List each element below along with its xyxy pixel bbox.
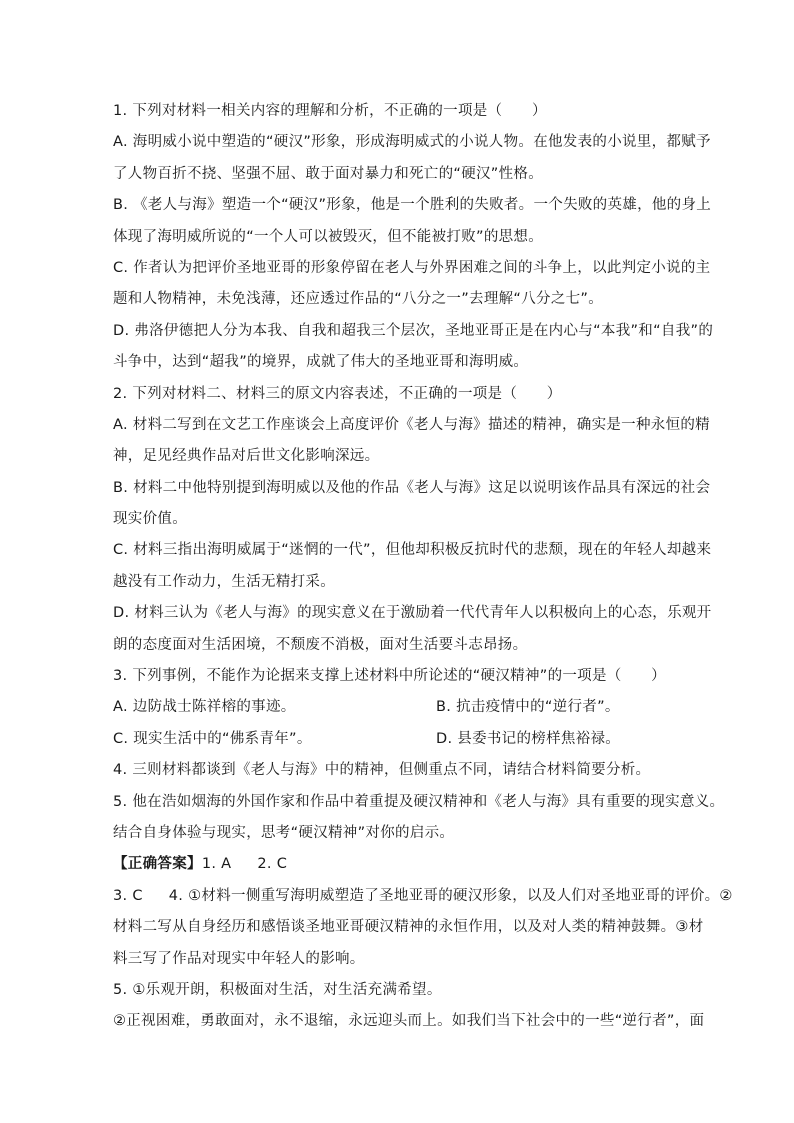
question-3-option-d: D. 县委书记的榜样焦裕禄。 [436,730,621,747]
question-2-option-d-cont: 朗的态度面对生活困境，不颓废不消极，面对生活要斗志昂扬。 [113,636,528,653]
question-1-option-b-cont: 体现了海明威所说的“一个人可以被毁灭，但不能被打败”的思想。 [113,228,544,245]
answer-5-line-2: ②正视困难，勇敢面对，永不退缩，永远迎头而上。如我们当下社会中的一些“逆行者”，面 [113,1013,705,1030]
answer-4-line-1: 4. ①材料一侧重写海明威塑造了圣地亚哥的硬汉形象，以及人们对圣地亚哥的评价。② [168,887,733,904]
question-1-option-d: D. 弗洛伊德把人分为本我、自我和超我三个层次，圣地亚哥正是在内心与“本我”和“自我”的 [113,322,714,339]
answer-line-2 [113,881,733,912]
answer-3: 3. C [113,887,143,904]
question-3-options-row-1 [113,692,685,723]
question-1-option-a-cont: 了人物百折不挠、坚强不屈、敢于面对暴力和死亡的“硬汉”性格。 [113,165,544,182]
question-2-option-a-cont: 神，足见经典作品对后世文化影响深远。 [113,448,380,465]
answer-2: 2. C [257,856,288,873]
question-1-option-d-cont: 斗争中，达到“超我”的境界，成就了伟大的圣地亚哥和海明威。 [113,354,529,371]
question-5-stem-cont: 结合自身体验与现实，思考“硬汉精神”对你的启示。 [113,824,455,841]
question-1-option-b: B. 《老人与海》塑造一个“硬汉”形象，他是一个胜利的失败者。一个失败的英雄，他的身上 [113,197,712,214]
question-3-options-row-2 [113,724,685,755]
answer-4-line-3: 料三写了作品对现实中年轻人的影响。 [113,950,365,967]
question-3-option-b: B. 抗击疫情中的“逆行者”。 [436,699,620,716]
answer-5-line-1: 5. ①乐观开朗，积极面对生活，对生活充满希望。 [113,981,442,998]
question-3-option-a: A. 边防战士陈祥榕的事迹。 [113,699,296,716]
question-4-stem: 4. 三则材料都谈到《老人与海》中的精神，但侧重点不同，请结合材料简要分析。 [113,762,651,779]
question-5-stem: 5. 他在浩如烟海的外国作家和作品中着重提及硬汉精神和《老人与海》具有重要的现实意义。 [113,793,725,810]
question-1-option-c-cont: 题和人物精神，未免浅薄，还应透过作品的“八分之一”去理解“八分之七”。 [113,291,604,308]
answer-4-line-2: 材料二写从自身经历和感悟谈圣地亚哥硬汉精神的永恒作用，以及对人类的精神鼓舞。③材 [113,919,704,936]
question-1-stem: 1. 下列对材料一相关内容的理解和分析，不正确的一项是（ ） [113,103,547,119]
question-2-option-d: D. 材料三认为《老人与海》的现实意义在于激励着一代代青年人以积极向上的心态，乐观开 [113,605,712,622]
question-1-option-c: C. 作者认为把评价圣地亚哥的形象停留在老人与外界困难之间的斗争上，以此判定小说的主 [113,259,711,276]
question-3-option-c: C. 现实生活中的“佛系青年”。 [113,730,312,747]
answer-line-1 [113,849,685,880]
question-3-stem: 3. 下列事例，不能作为论据来支撑上述材料中所论述的“硬汉精神”的一项是（ ） [113,668,666,685]
question-1-option-a: A. 海明威小说中塑造的“硬汉”形象，形成海明威式的小说人物。在他发表的小说里，都赋予 [113,134,711,151]
question-2-option-c-cont: 越没有工作动力，生活无精打采。 [113,573,335,590]
question-2-option-b: B. 材料二中他特别提到海明威以及他的作品《老人与海》这足以说明该作品具有深远的社会 [113,479,711,496]
answer-label: 【正确答案】 [113,856,202,873]
question-2-option-c: C. 材料三指出海明威属于“迷惘的一代”，但他却积极反抗时代的悲颓，现在的年轻人却越来 [113,542,712,559]
question-2-option-a: A. 材料二写到在文艺工作座谈会上高度评价《老人与海》描述的精神，确实是一种永恒的精 [113,416,710,433]
answer-1: 1. A [201,856,232,873]
question-2-stem: 2. 下列对材料二、材料三的原文内容表述，不正确的一项是（ ） [113,385,562,402]
document-body [113,96,733,1038]
question-2-option-b-cont: 现实价值。 [113,511,187,528]
